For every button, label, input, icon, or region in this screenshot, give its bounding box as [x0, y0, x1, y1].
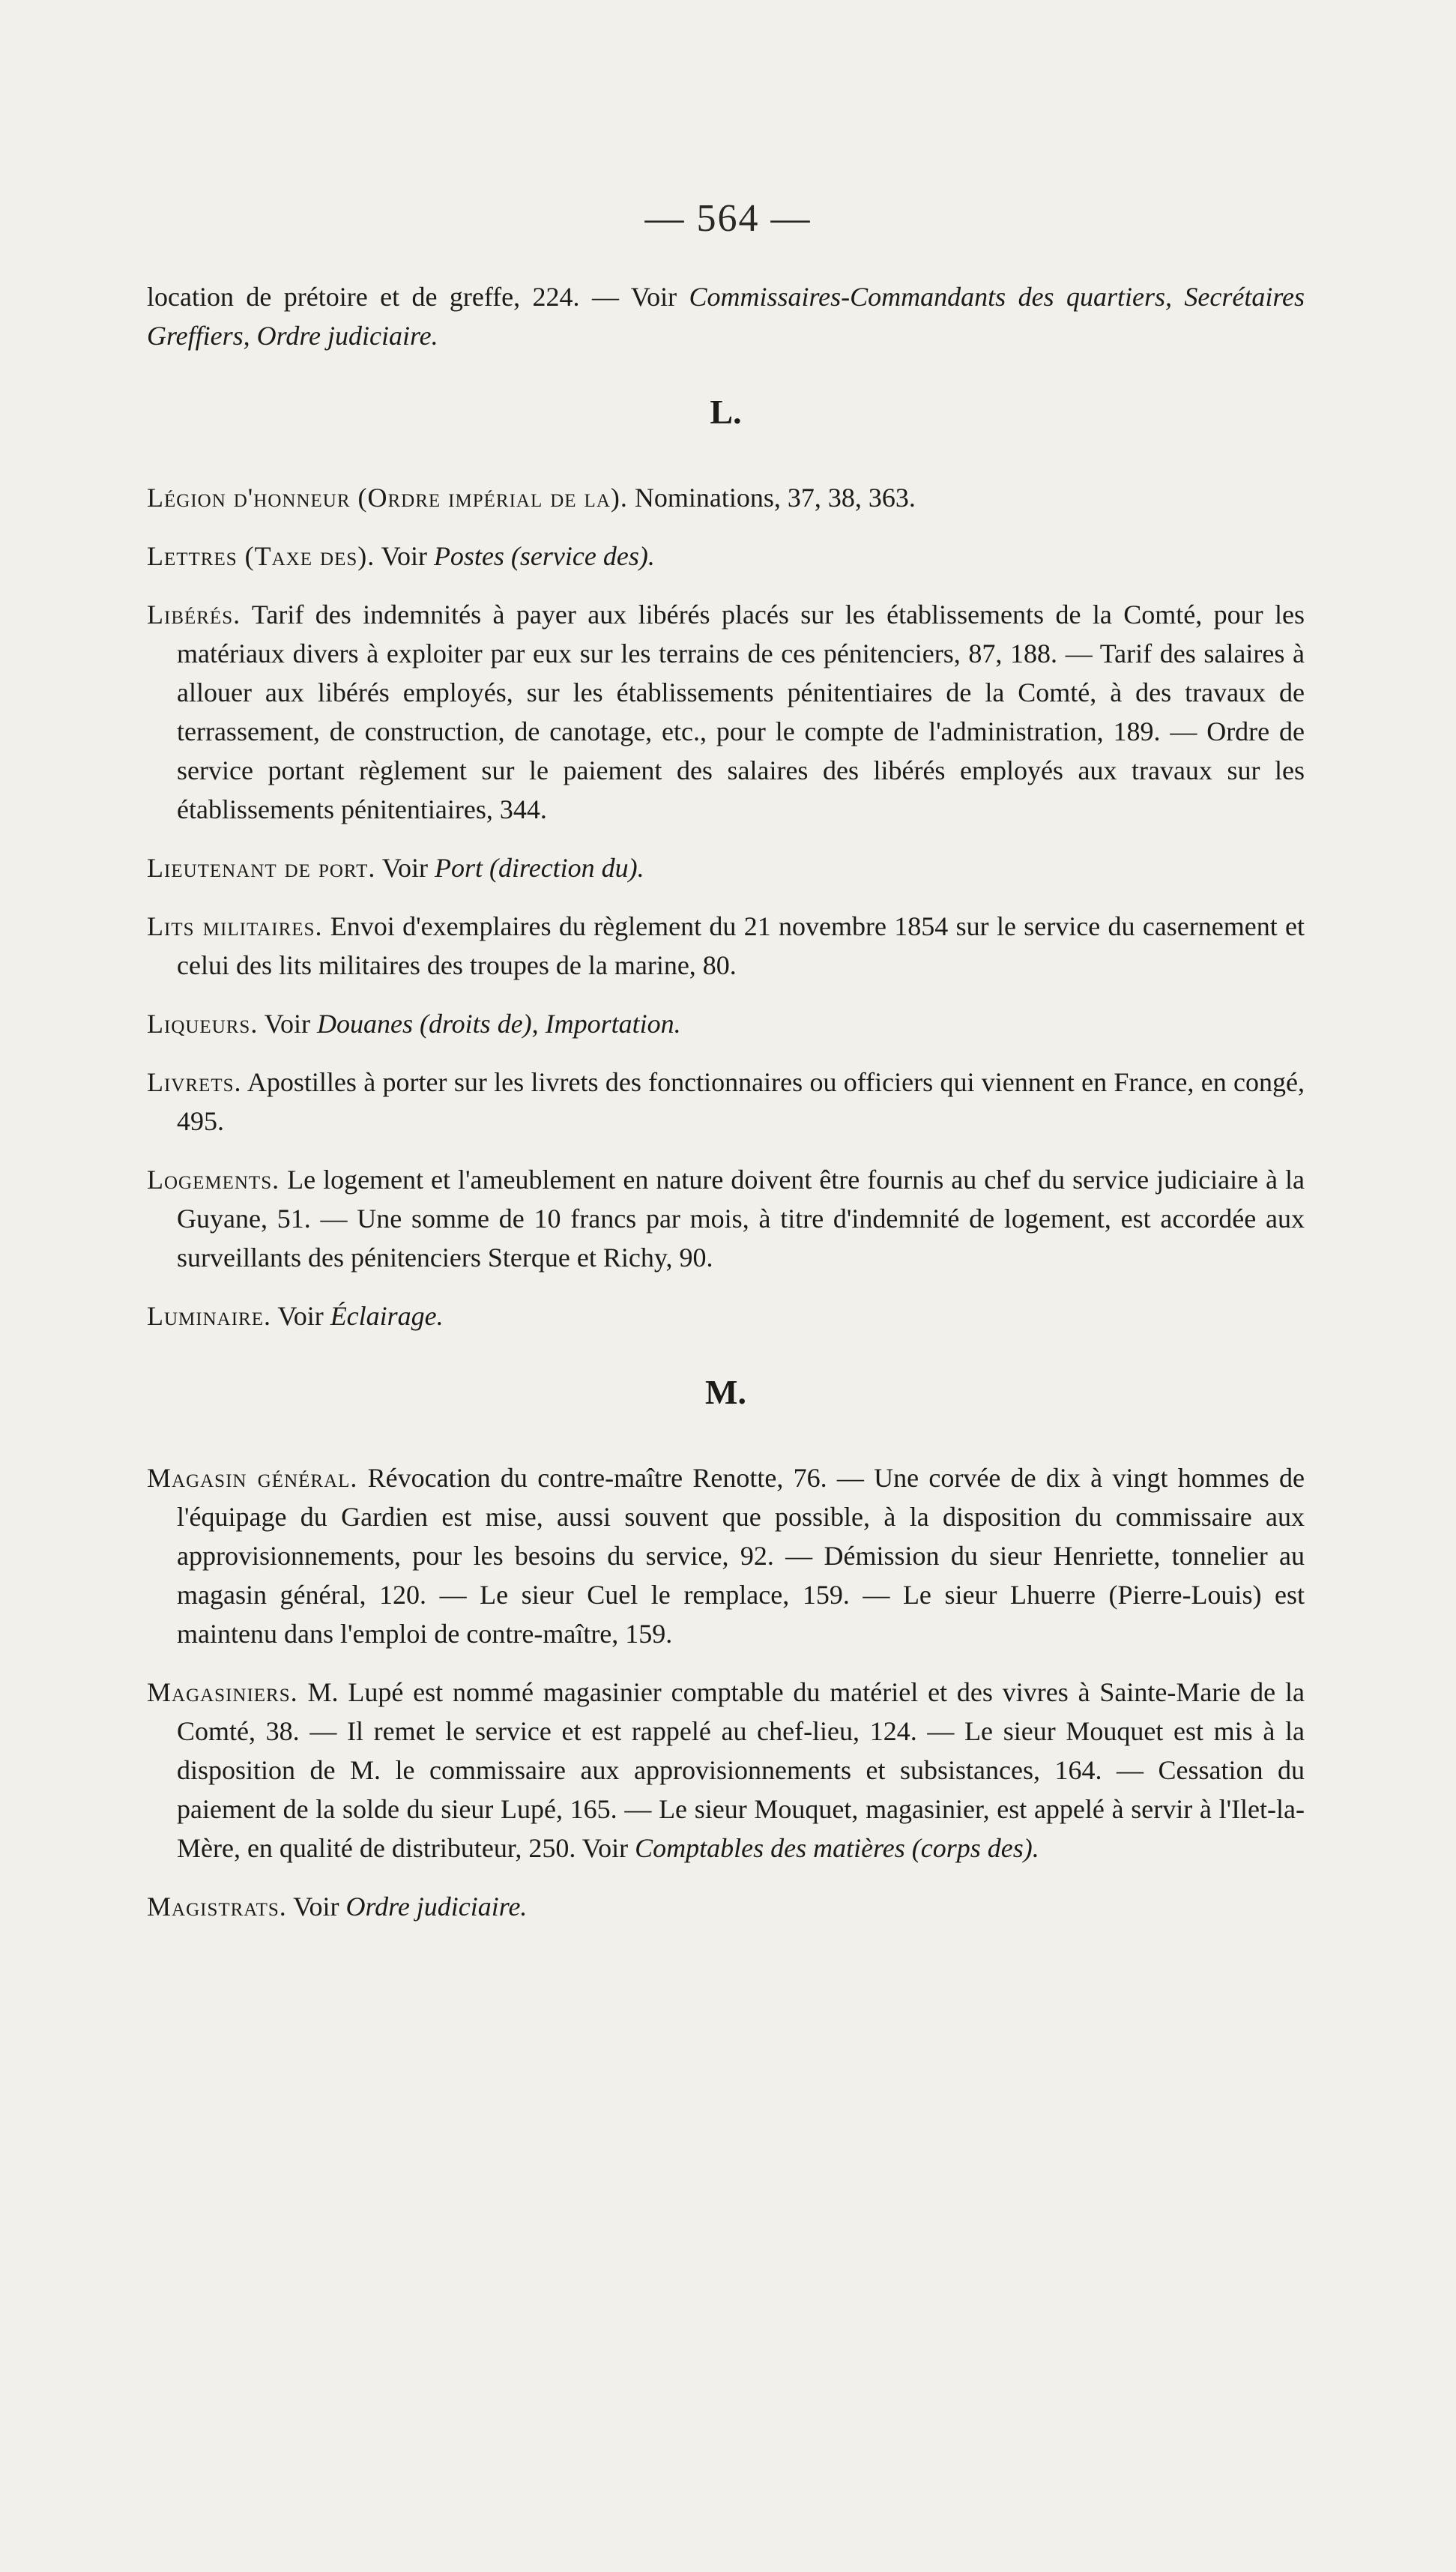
entry-text: Envoi d'exemplaires du règlement du 21 novembre 1854 sur le service du casernement et celui des lits militaires des troupes de la marine, 80.: [177, 911, 1305, 980]
entry-reference: Éclairage.: [330, 1301, 444, 1331]
entry-heading: Lieutenant de port.: [147, 853, 376, 883]
entry-reference: Postes (service des).: [433, 541, 655, 571]
entry-reference: Port (direction du).: [435, 853, 644, 883]
index-entry: [147, 848, 1305, 887]
index-entry: [147, 1887, 1305, 1926]
entries-l: [147, 478, 1305, 1335]
section-letter-l: L.: [710, 393, 742, 431]
index-entry: [147, 1458, 1305, 1653]
entry-text: M. Lupé est nommé magasinier comptable du matériel et des vivres à Sainte-Marie de la Comté, 38. — Il remet le service et est rappelé au chef-lieu, 124. — Le sieur Mouquet est mis à la disposition de M. le commissaire aux approvisionnements et subsistances, 164. — Cessation du paiement de la solde du sieur Lupé, 165. — Le sieur Mouquet, magasinier, est appelé à servir à l'Ilet-la-Mère, en qualité de distributeur, 250. Voir: [177, 1677, 1305, 1863]
entry-text: Apostilles à porter sur les livrets des fonctionnaires ou officiers qui viennent en France, en congé, 495.: [177, 1067, 1305, 1136]
entry-text: Voir: [375, 853, 435, 883]
index-entry: [147, 907, 1305, 985]
entry-heading: Magistrats.: [147, 1892, 287, 1922]
entry-text: Voir: [258, 1009, 318, 1039]
entry-text: Voir: [271, 1301, 330, 1331]
section-letter-m: M.: [705, 1373, 746, 1411]
entry-heading: Luminaire.: [147, 1301, 271, 1331]
entry-heading: Livrets.: [147, 1067, 242, 1097]
entry-text: Tarif des indemnités à payer aux libérés placés sur les établissements de la Comté, pour les matériaux divers à exploiter par eux sur les terrains de ces pénitenciers, 87, 188. — Tarif des salaires à allouer aux libérés employés, sur les établissements pénitentiaires de la Comté, à des travaux de terrassement, de construction, de canotage, etc., pour le compte de l'administration, 189. — Ordre de service portant règlement sur le paiement des salaires des libérés employés aux travaux sur les établissements pénitentiaires, 344.: [177, 600, 1305, 824]
entry-reference: Comptables des matières (corps des).: [635, 1833, 1039, 1863]
entry-text: Nominations, 37, 38, 363.: [627, 483, 916, 513]
index-entry: [147, 537, 1305, 576]
entry-text: Révocation du contre-maître Renotte, 76. — Une corvée de dix à vingt hommes de l'équipage du Gardien est mise, aussi souvent que possible, à la disposition du commissaire aux approvisionnements, pour les besoins du service, 92. — Démission du sieur Henriette, tonnelier au magasin général, 120. — Le sieur Cuel le remplace, 159. — Le sieur Lhuerre (Pierre-Louis) est maintenu dans l'emploi de contre-maître, 159.: [177, 1463, 1305, 1649]
intro-paragraph: [147, 277, 1305, 355]
page-number: — 564 —: [644, 197, 812, 240]
entry-heading: Liqueurs.: [147, 1009, 259, 1039]
intro-text: location de prétoire et de greffe, 224. — Voir: [147, 282, 689, 312]
entry-text: Voir: [375, 541, 434, 571]
entry-reference: Ordre judiciaire.: [345, 1892, 528, 1922]
index-entry: [147, 1004, 1305, 1043]
entry-heading: Magasiniers.: [147, 1677, 298, 1707]
entry-text: Voir: [286, 1892, 346, 1922]
entry-reference: Douanes (droits de), Importation.: [317, 1009, 681, 1039]
entry-heading: Lits militaires.: [147, 911, 323, 941]
index-entry: [147, 1296, 1305, 1335]
entry-heading: Lettres (Taxe des).: [147, 541, 375, 571]
entry-heading: Légion d'honneur (Ordre impérial de la).: [147, 483, 628, 513]
entry-heading: Magasin général.: [147, 1463, 358, 1493]
intro-reference: Commissaires-Commandants des quartiers, Secrétaires Greffiers, Ordre judiciaire.: [147, 282, 1305, 351]
entry-text: Le logement et l'ameublement en nature doivent être fournis au chef du service judiciaire à la Guyane, 51. — Une somme de 10 francs par mois, à titre d'indemnité de logement, est accordée aux surveillants des pénitenciers Sterque et Richy, 90.: [177, 1165, 1305, 1273]
index-entry: [147, 1063, 1305, 1141]
index-content: [147, 277, 1305, 1945]
index-entry: [147, 478, 1305, 517]
index-entry: [147, 1160, 1305, 1277]
entries-m: [147, 1458, 1305, 1926]
index-entry: [147, 595, 1305, 829]
entry-heading: Libérés.: [147, 600, 241, 630]
index-entry: [147, 1673, 1305, 1868]
entry-heading: Logements.: [147, 1165, 280, 1195]
